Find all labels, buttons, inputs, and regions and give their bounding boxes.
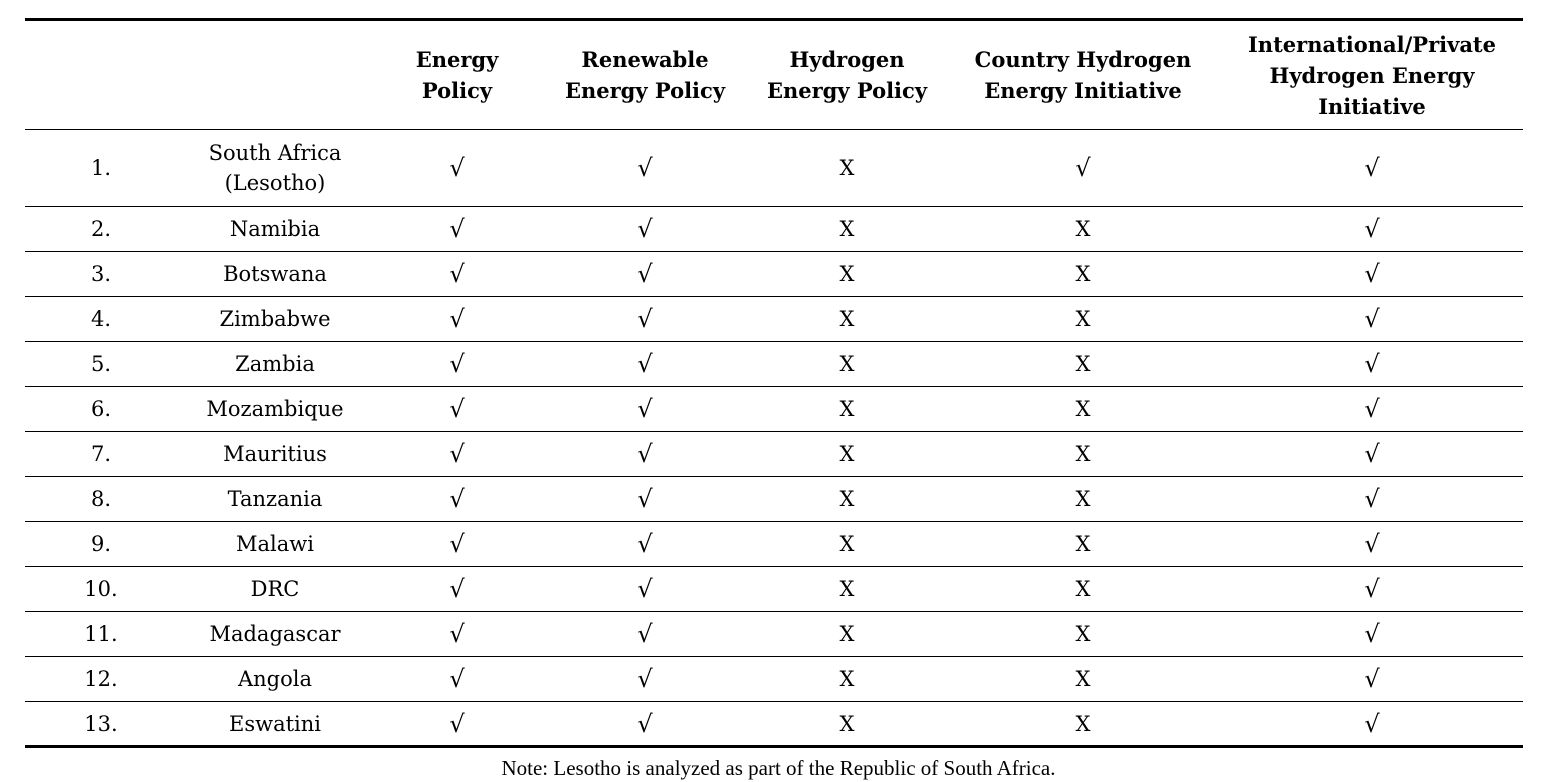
row-number: 2. [90,217,112,241]
cross-mark-hydrogen-policy: X [839,577,855,601]
cross-mark-hydrogen-policy: X [839,397,855,421]
country-name [177,702,373,747]
header-number [25,20,177,130]
country-name-line: Madagascar [209,622,341,646]
check-mark-energy-policy: √ [449,575,465,603]
header-renewable-energy-policy [541,20,749,130]
cross-mark-country-initiative: X [1075,622,1091,646]
table-row [25,522,1523,567]
row-number: 4. [90,307,112,331]
country-name-line: Tanzania [227,487,323,511]
cross-mark-hydrogen-policy: X [839,262,855,286]
header-line: Hydrogen [789,47,905,72]
check-mark-renewable-policy: √ [637,620,653,648]
country-name [177,432,373,477]
cross-mark-hydrogen-policy: X [839,532,855,556]
header-line: International/Private [1247,31,1496,57]
cross-mark-country-initiative: X [1075,667,1091,691]
policy-table-container [25,18,1523,748]
country-name-line: South Africa [208,141,342,165]
header-hydrogen-energy-policy [749,20,945,130]
table-row [25,657,1523,702]
country-name [177,130,373,207]
country-name [177,612,373,657]
country-name-line: Mauritius [223,442,327,466]
check-mark-international-initiative: √ [1364,154,1380,182]
table-row [25,207,1523,252]
country-name-line: DRC [250,577,300,601]
check-mark-energy-policy: √ [449,215,465,243]
row-number: 5. [90,352,112,376]
country-name [177,342,373,387]
check-mark-renewable-policy: √ [637,260,653,288]
check-mark-energy-policy: √ [449,260,465,288]
row-number: 13. [84,711,118,736]
country-name [177,477,373,522]
country-name [177,567,373,612]
table-row [25,252,1523,297]
country-name-line: Mozambique [206,397,344,421]
check-mark-renewable-policy: √ [637,395,653,423]
cross-mark-country-initiative: X [1075,352,1091,376]
check-mark-international-initiative: √ [1364,665,1380,693]
row-number: 6. [90,397,112,421]
row-number: 8. [90,487,112,511]
check-mark-renewable-policy: √ [637,215,653,243]
row-number: 9. [90,532,112,556]
table-row [25,612,1523,657]
cross-mark-hydrogen-policy: X [839,622,855,646]
cross-mark-hydrogen-policy: X [839,307,855,331]
row-number: 3. [90,262,112,286]
cross-mark-country-initiative: X [1075,577,1091,601]
cross-mark-hydrogen-policy: X [839,442,855,466]
country-name-line: Namibia [229,217,321,241]
check-mark-international-initiative: √ [1364,215,1380,243]
row-number: 1. [90,156,112,180]
table-note: Note: Lesotho is analyzed as part of the Republic of South Africa. [501,756,1056,780]
check-mark-energy-policy: √ [449,665,465,693]
cross-mark-country-initiative: X [1075,307,1091,331]
hydrogen-policy-table [25,18,1523,748]
row-number: 7. [90,442,112,466]
check-mark-energy-policy: √ [449,485,465,513]
country-name-line: Botswana [223,262,327,286]
check-mark-energy-policy: √ [449,154,465,182]
cross-mark-country-initiative: X [1075,532,1091,556]
table-row [25,567,1523,612]
check-mark-renewable-policy: √ [637,305,653,333]
table-row [25,432,1523,477]
cross-mark-hydrogen-policy: X [839,711,855,736]
country-name [177,207,373,252]
check-mark-energy-policy: √ [449,709,465,738]
header-line: Energy Initiative [984,78,1182,103]
country-name-line: Zimbabwe [219,307,331,331]
check-mark-international-initiative: √ [1364,350,1380,378]
country-name-line: Malawi [236,532,314,556]
table-body [25,130,1523,747]
header-line: Policy [421,78,493,103]
header-country [177,20,373,130]
check-mark-international-initiative: √ [1364,260,1380,288]
table-row [25,297,1523,342]
table-row [25,342,1523,387]
check-mark-international-initiative: √ [1364,620,1380,648]
check-mark-renewable-policy: √ [637,350,653,378]
country-name [177,297,373,342]
header-country-hydrogen-initiative [945,20,1221,130]
country-name-line: (Lesotho) [224,171,326,195]
country-name [177,252,373,297]
country-name [177,522,373,567]
header-line: Initiative [1318,93,1426,119]
check-mark-international-initiative: √ [1364,305,1380,333]
header-line: Energy Policy [766,78,928,103]
check-mark-energy-policy: √ [449,440,465,468]
row-number: 11. [84,622,118,646]
check-mark-energy-policy: √ [449,530,465,558]
row-number: 10. [84,577,118,601]
country-name-line: Angola [237,667,312,691]
cross-mark-hydrogen-policy: X [839,352,855,376]
check-mark-renewable-policy: √ [637,575,653,603]
header-line: Energy Policy [564,78,726,103]
header-international-private-initiative [1221,20,1523,130]
check-mark-international-initiative: √ [1364,709,1380,738]
cross-mark-country-initiative: X [1075,711,1091,736]
header-line: Energy [415,47,499,72]
check-mark-international-initiative: √ [1364,575,1380,603]
table-row [25,477,1523,522]
check-mark-renewable-policy: √ [637,154,653,182]
row-number: 12. [84,667,118,691]
check-mark-international-initiative: √ [1364,440,1380,468]
check-mark-energy-policy: √ [449,395,465,423]
table-header [25,20,1523,130]
country-name-line: Zambia [235,352,315,376]
check-mark-renewable-policy: √ [637,709,653,738]
country-name [177,387,373,432]
table-row [25,130,1523,207]
cross-mark-country-initiative: X [1075,262,1091,286]
check-mark-energy-policy: √ [449,350,465,378]
country-name [177,657,373,702]
check-mark-energy-policy: √ [449,305,465,333]
header-energy-policy [373,20,541,130]
cross-mark-country-initiative: X [1075,217,1091,241]
check-mark-renewable-policy: √ [637,530,653,558]
header-line: Country Hydrogen [974,47,1192,72]
cross-mark-hydrogen-policy: X [839,156,855,180]
header-row [25,20,1523,130]
cross-mark-hydrogen-policy: X [839,667,855,691]
table-row [25,387,1523,432]
check-mark-international-initiative: √ [1364,395,1380,423]
check-mark-international-initiative: √ [1364,485,1380,513]
table-row [25,702,1523,747]
check-mark-renewable-policy: √ [637,440,653,468]
check-mark-country-initiative: √ [1075,154,1091,182]
cross-mark-hydrogen-policy: X [839,217,855,241]
check-mark-international-initiative: √ [1364,530,1380,558]
check-mark-renewable-policy: √ [637,665,653,693]
cross-mark-hydrogen-policy: X [839,487,855,511]
check-mark-renewable-policy: √ [637,485,653,513]
header-line: Renewable [581,47,709,72]
header-line: Hydrogen Energy [1269,62,1475,88]
cross-mark-country-initiative: X [1075,442,1091,466]
check-mark-energy-policy: √ [449,620,465,648]
cross-mark-country-initiative: X [1075,487,1091,511]
cross-mark-country-initiative: X [1075,397,1091,421]
country-name-line: Eswatini [229,711,321,736]
